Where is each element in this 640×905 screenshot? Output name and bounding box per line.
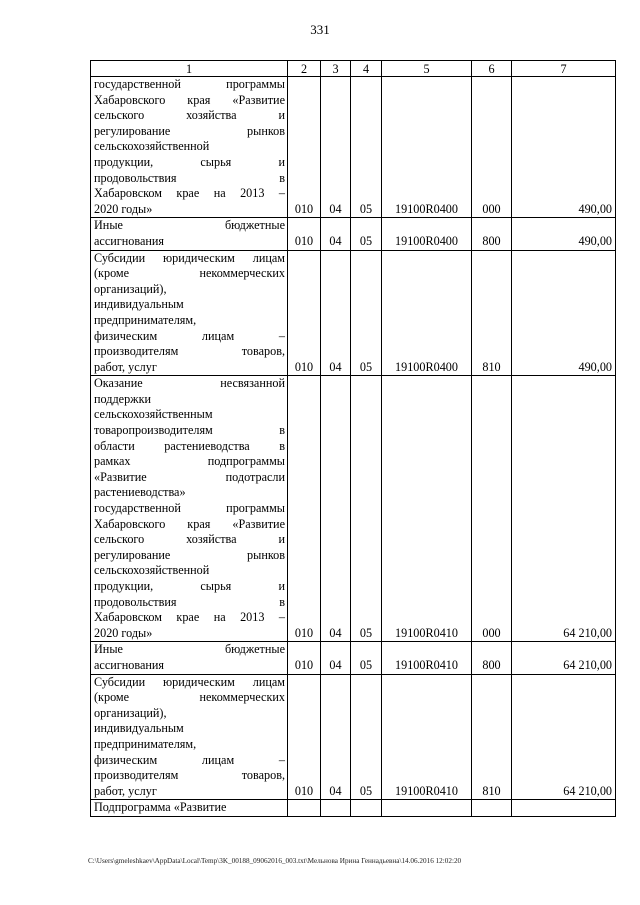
cell-c7: 64 210,00	[512, 642, 616, 674]
cell-c3: 04	[321, 218, 351, 250]
cell-c5: 19100R0410	[382, 376, 472, 642]
description-line: Оказание несвязанной	[94, 376, 285, 391]
cell-c4	[351, 800, 382, 817]
description-line: продукции, сырья и	[94, 154, 285, 169]
cell-c6: 810	[472, 674, 512, 800]
page-number: 331	[310, 22, 330, 37]
row-description	[91, 674, 288, 800]
cell-c4: 05	[351, 250, 382, 376]
description-line: сельского хозяйства и	[94, 108, 285, 123]
header-cell: 6	[472, 61, 512, 77]
table-row	[91, 642, 616, 674]
description-line: растениеводства»	[94, 485, 186, 500]
cell-c3: 04	[321, 642, 351, 674]
description-line: Хабаровском крае на 2013 –	[94, 186, 285, 201]
cell-c6: 810	[472, 250, 512, 376]
description-line: государственной программы	[94, 77, 285, 91]
cell-c6	[472, 800, 512, 817]
description-line: организаций),	[94, 705, 167, 720]
description-line: Хабаровском крае на 2013 –	[94, 610, 285, 625]
description-line: работ, услуг	[94, 783, 157, 798]
description-line: ассигнования	[94, 657, 165, 672]
header-cell: 7	[512, 61, 616, 77]
description-line: сельскохозяйственной	[94, 139, 210, 154]
description-line: рамках подпрограммы	[94, 454, 285, 469]
description-line: Иные бюджетные	[94, 218, 285, 233]
cell-c4: 05	[351, 674, 382, 800]
cell-c3: 04	[321, 77, 351, 218]
description-line: Хабаровского края «Развитие	[94, 92, 285, 107]
row-description	[91, 77, 288, 218]
cell-c5: 19100R0400	[382, 250, 472, 376]
description-line: индивидуальным	[94, 721, 184, 736]
header-cell: 1	[91, 61, 288, 77]
footer-file-path: C:\Users\gmeleshkaev\AppData\Local\Temp\3K_00188_09062016_003.txt\Мельнова Ирина Геннадьевна\14.06.2016 12:02:20	[88, 857, 462, 865]
row-description	[91, 800, 288, 817]
description-line: продовольствия в	[94, 170, 285, 185]
description-line: (кроме некоммерческих	[94, 266, 285, 281]
cell-c5: 19100R0410	[382, 674, 472, 800]
cell-c2: 010	[288, 77, 321, 218]
cell-c3: 04	[321, 376, 351, 642]
cell-c2	[288, 800, 321, 817]
cell-c2: 010	[288, 642, 321, 674]
description-line: сельскохозяйственной	[94, 563, 210, 578]
header-cell: 4	[351, 61, 382, 77]
description-line: 2020 годы»	[94, 625, 153, 640]
cell-c7: 490,00	[512, 250, 616, 376]
description-line: (кроме некоммерческих	[94, 690, 285, 705]
cell-c2: 010	[288, 218, 321, 250]
cell-c5: 19100R0400	[382, 77, 472, 218]
description-line: физическим лицам –	[94, 752, 285, 767]
description-line: Субсидии юридическим лицам	[94, 250, 285, 265]
description-line: 2020 годы»	[94, 201, 153, 216]
cell-c7: 490,00	[512, 218, 616, 250]
description-line: производителям товаров,	[94, 768, 285, 783]
description-line: Иные бюджетные	[94, 642, 285, 657]
cell-c6: 000	[472, 77, 512, 218]
cell-c7: 490,00	[512, 77, 616, 218]
cell-c7: 64 210,00	[512, 674, 616, 800]
description-line: ассигнования	[94, 233, 165, 248]
budget-table	[90, 60, 616, 817]
cell-c6: 800	[472, 642, 512, 674]
row-description	[91, 376, 288, 642]
table-row	[91, 800, 616, 817]
description-line: индивидуальным	[94, 297, 184, 312]
cell-c2: 010	[288, 674, 321, 800]
description-line: предпринимателям,	[94, 312, 197, 327]
description-line: производителям товаров,	[94, 344, 285, 359]
description-line: государственной программы	[94, 501, 285, 516]
description-line: сельского хозяйства и	[94, 532, 285, 547]
cell-c2: 010	[288, 376, 321, 642]
cell-c4: 05	[351, 642, 382, 674]
row-description	[91, 642, 288, 674]
cell-c4: 05	[351, 77, 382, 218]
table-row	[91, 376, 616, 642]
cell-c5: 19100R0400	[382, 218, 472, 250]
description-line: Подпрограмма «Развитие	[94, 800, 227, 815]
table-row	[91, 674, 616, 800]
description-line: области растениеводства в	[94, 438, 285, 453]
description-line: Субсидии юридическим лицам	[94, 674, 285, 689]
description-line: «Развитие подотрасли	[94, 469, 285, 484]
cell-c3: 04	[321, 674, 351, 800]
table-row	[91, 77, 616, 218]
header-cell: 3	[321, 61, 351, 77]
cell-c7	[512, 800, 616, 817]
table-body	[91, 77, 616, 817]
description-line: физическим лицам –	[94, 328, 285, 343]
table-row	[91, 250, 616, 376]
cell-c5: 19100R0410	[382, 642, 472, 674]
cell-c6: 000	[472, 376, 512, 642]
cell-c5	[382, 800, 472, 817]
cell-c3: 04	[321, 250, 351, 376]
cell-c6: 800	[472, 218, 512, 250]
description-line: предпринимателям,	[94, 736, 197, 751]
description-line: организаций),	[94, 281, 167, 296]
description-line: товаропроизводителям в	[94, 423, 285, 438]
header-cell: 5	[382, 61, 472, 77]
description-line: регулирование рынков	[94, 547, 285, 562]
row-description	[91, 218, 288, 250]
cell-c3	[321, 800, 351, 817]
cell-c4: 05	[351, 376, 382, 642]
table-header-row	[91, 61, 616, 77]
description-line: продукции, сырья и	[94, 579, 285, 593]
description-line: продовольствия в	[94, 594, 285, 609]
cell-c2: 010	[288, 250, 321, 376]
table-row	[91, 218, 616, 250]
description-line: работ, услуг	[94, 359, 157, 374]
description-line: регулирование рынков	[94, 123, 285, 138]
header-cell: 2	[288, 61, 321, 77]
cell-c7: 64 210,00	[512, 376, 616, 642]
description-line: сельскохозяйственным	[94, 407, 213, 422]
description-line: поддержки	[94, 391, 152, 406]
cell-c4: 05	[351, 218, 382, 250]
row-description	[91, 250, 288, 376]
description-line: Хабаровского края «Развитие	[94, 516, 285, 531]
